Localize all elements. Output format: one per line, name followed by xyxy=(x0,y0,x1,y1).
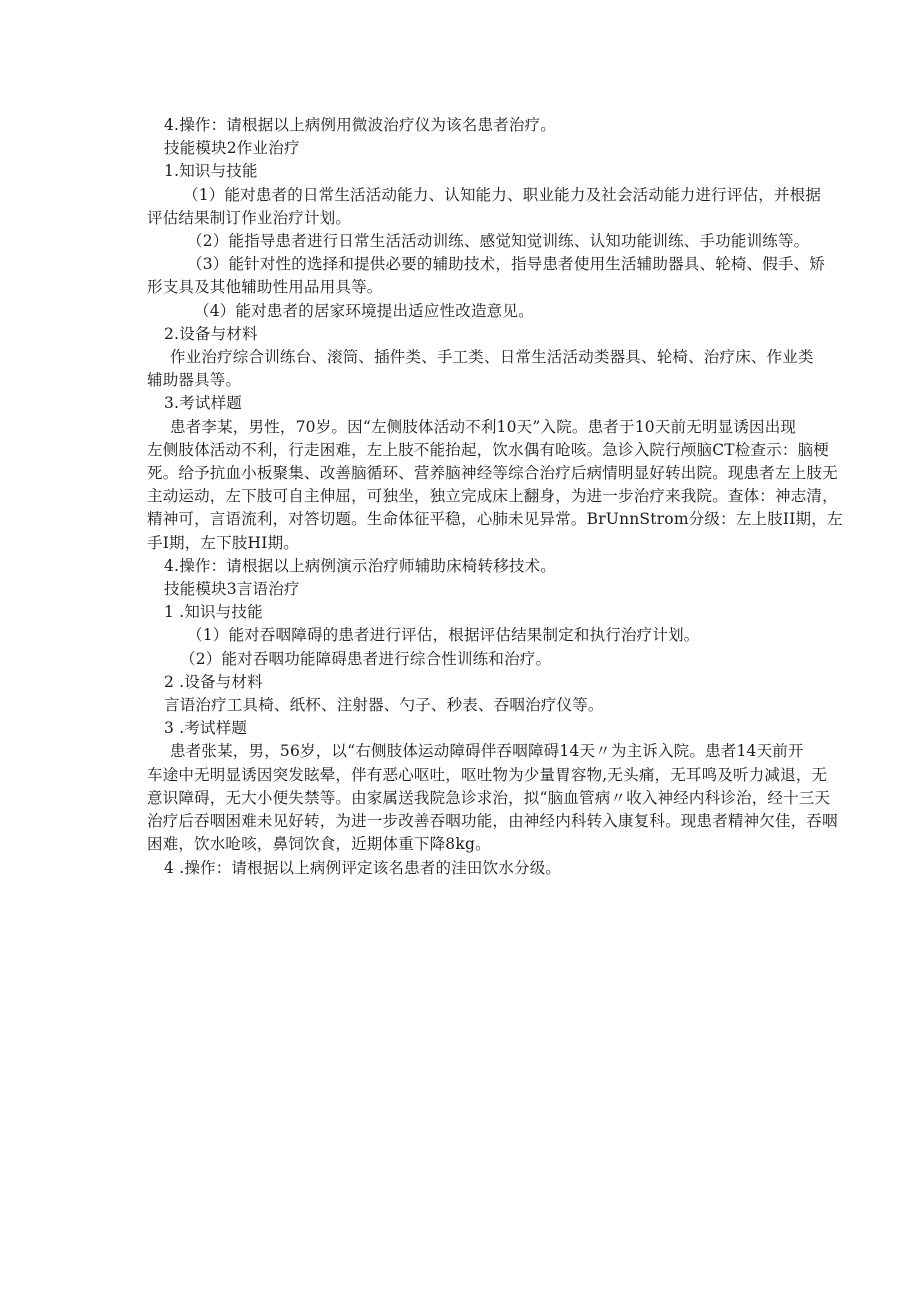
step-operation-watian: 4 .操作：请根据以上病例评定该名患者的洼田饮水分级。 xyxy=(164,858,562,877)
case-li-line-4: 主动运动，左下肢可自主伸屈，可独坐，独立完成床上翻身，为进一步治疗来我院。查体：神志清， xyxy=(147,487,838,506)
section-knowledge-skills: 1.知识与技能 xyxy=(164,162,258,181)
swallow-skill-item-2: （2）能对吞咽功能障碍患者进行综合性训练和治疗。 xyxy=(180,649,552,668)
step-operation-microwave: 4.操作：请根据以上病例用微波治疗仪为该名患者治疗。 xyxy=(164,116,556,134)
skill-item-1-line-2: 评估结果制订作业治疗计划。 xyxy=(147,208,352,227)
skill-item-1-line-1: （1）能对患者的日常生活活动能力、认知能力、职业能力及社会活动能力进行评估，并根据 xyxy=(183,185,822,204)
case-li-line-2: 左侧肢体活动不利，行走困难，左上肢不能抬起，饮水偶有呛咳。急诊入院行颅脑CT检查示：脑梗 xyxy=(147,440,830,459)
module-2-heading: 技能模块2作业治疗 xyxy=(164,139,300,158)
skill-item-3-line-1: （3）能针对性的选择和提供必要的辅助技术，指导患者使用生活辅助器具、轮椅、假手、矫 xyxy=(187,255,826,274)
equipment-list-line-2: 辅助器具等。 xyxy=(147,371,242,390)
skill-item-3-line-2: 形支具及其他辅助性用品用具等。 xyxy=(147,278,383,297)
equipment-list-line-1: 作业治疗综合训练台、滚筒、插件类、手工类、日常生活活动类器具、轮椅、治疗床、作业类 xyxy=(170,348,814,367)
section-equipment: 2.设备与材料 xyxy=(164,324,258,343)
case-li-line-5: 精神可，言语流利，对答切题。生命体征平稳，心肺未见异常。BrUnnStrom分级：左上肢II期，左 xyxy=(147,510,843,529)
section-knowledge-skills-2: 1 .知识与技能 xyxy=(164,603,263,622)
section-exam-sample-2: 3 .考试样题 xyxy=(164,719,248,738)
skill-item-2: （2）能指导患者进行日常生活活动训练、感觉知觉训练、认知功能训练、手功能训练等。 xyxy=(187,232,810,251)
section-exam-sample: 3.考试样题 xyxy=(164,394,242,413)
skill-item-4: （4）能对患者的居家环境提出适应性改造意见。 xyxy=(194,301,534,320)
case-li-line-3: 死。给予抗血小板聚集、改善脑循环、营养脑神经等综合治疗后病情明显好转出院。现患者左上肢无 xyxy=(147,464,838,483)
case-zhang-line-5: 困难，饮水呛咳，鼻饲饮食，近期体重下降8kg。 xyxy=(147,835,491,854)
module-3-heading: 技能模块3言语治疗 xyxy=(164,580,300,599)
case-zhang-line-3: 意识障碍，无大小便失禁等。由家属送我院急诊求治，拟“脑血管病〃收入神经内科诊治，经十三天 xyxy=(147,788,831,807)
speech-equipment-list: 言语治疗工具椅、纸杯、注射器、勺子、秒表、吞咽治疗仪等。 xyxy=(164,696,604,715)
section-equipment-2: 2 .设备与材料 xyxy=(164,672,263,691)
case-zhang-line-2: 车途中无明显诱因突发眩晕，伴有恶心呕吐，呕吐物为少量胃容物,无头痛，无耳鸣及听力减退，无 xyxy=(147,765,828,784)
case-li-line-6: 手I期，左下肢HI期。 xyxy=(147,533,299,552)
step-operation-transfer: 4.操作：请根据以上病例演示治疗师辅助床椅转移技术。 xyxy=(164,556,556,575)
case-li-line-1: 患者李某，男性，70岁。因“左侧肢体活动不利10天”入院。患者于10天前无明显诱因出现 xyxy=(170,417,797,436)
document-body xyxy=(147,114,875,880)
case-zhang-line-1: 患者张某，男，56岁，以“右侧肢体运动障碍伴吞咽障碍14天〃为主诉入院。患者14天前开 xyxy=(170,742,804,761)
swallow-skill-item-1: （1）能对吞咽障碍的患者进行评估，根据评估结果制定和执行治疗计划。 xyxy=(187,626,700,645)
case-zhang-line-4: 治疗后吞咽困难未见好转，为进一步改善吞咽功能，由神经内科转入康复科。现患者精神欠佳，吞咽 xyxy=(147,812,838,831)
